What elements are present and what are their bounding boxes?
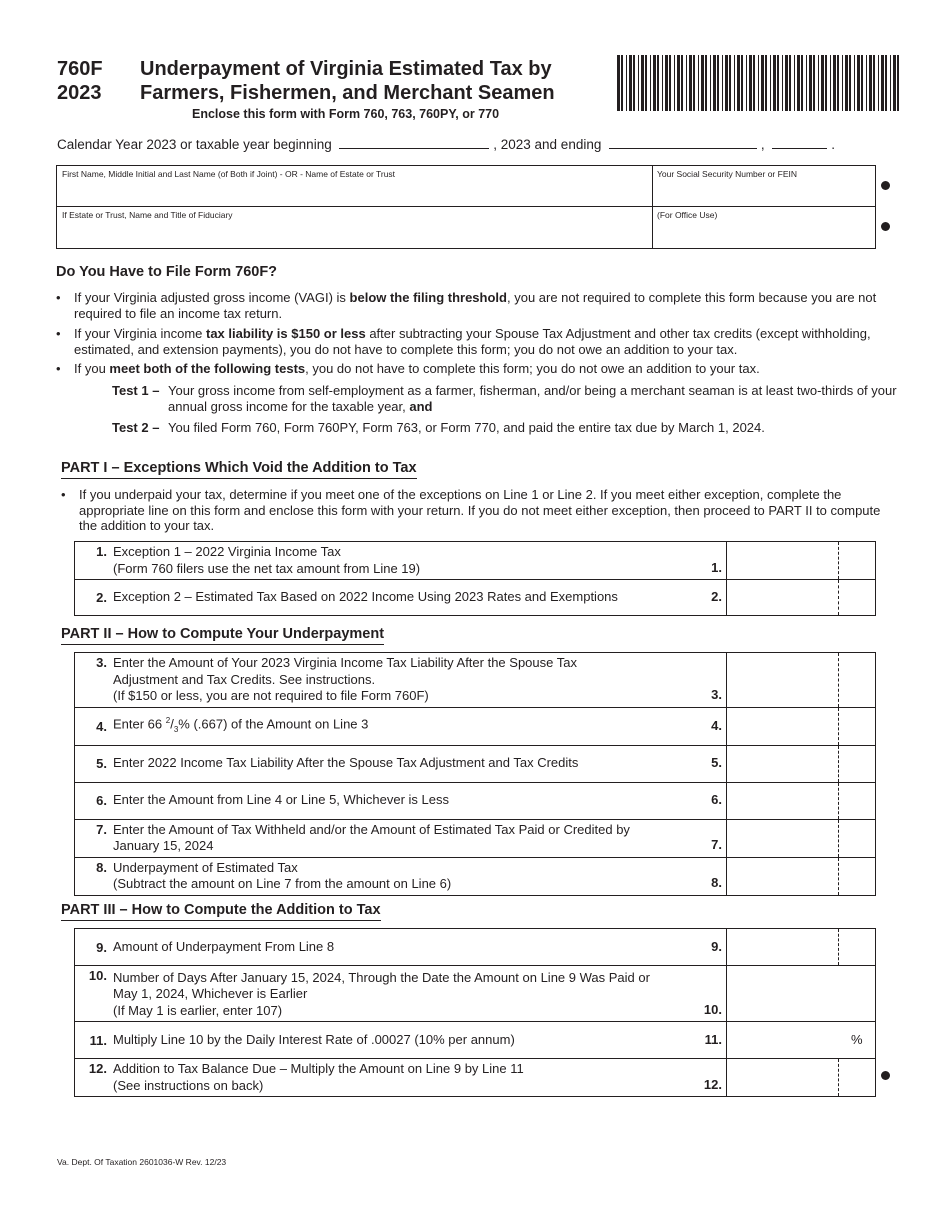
line-number: 1. [75, 542, 108, 580]
line-9-amount-input[interactable] [727, 929, 839, 966]
intro-bullet-3: If you meet both of the following tests, you do not have to complete this form; you do not owe an addition to your tax. [74, 361, 760, 376]
test2-text: You filed Form 760, Form 760PY, Form 763, or Form 770, and paid the entire tax due by March 1, 2024. [168, 420, 765, 435]
line-5-cents-input[interactable] [839, 745, 876, 782]
line-12-row [75, 1059, 876, 1097]
part2-table [74, 652, 876, 896]
line-6-description: Enter the Amount from Line 4 or Line 5, Whichever is Less [107, 782, 692, 819]
part3-heading: PART III – How to Compute the Addition to Tax [61, 902, 381, 921]
begin-date-input[interactable] [339, 136, 489, 149]
line-12-description: Addition to Tax Balance Due – Multiply the Amount on Line 9 by Line 11 (See instructions on back) [107, 1059, 692, 1097]
line-ref: 6. [692, 782, 727, 819]
line-10-row [75, 966, 876, 1022]
line-11-row [75, 1022, 876, 1059]
line-1-amount-input[interactable] [727, 542, 839, 580]
test2-label: Test 2 – [112, 420, 160, 435]
line-1-cents-input[interactable] [839, 542, 876, 580]
calendar-prefix: Calendar Year 2023 or taxable year beginning [57, 137, 332, 152]
test1-text: Your gross income from self-employment as a farmer, fisherman, and/or being a merchant seaman is at least two-thirds of your annual gross income for the taxable year, and [168, 383, 897, 414]
office-use-label: (For Office Use) [657, 210, 718, 220]
part3-table [74, 928, 876, 1097]
line-5-row [75, 745, 876, 782]
line-4-row [75, 707, 876, 745]
line-2-description: Exception 2 – Estimated Tax Based on 2022 Income Using 2023 Rates and Exemptions [107, 580, 692, 616]
line-number: 5. [75, 745, 108, 782]
line-ref: 9. [692, 929, 727, 966]
line-10-description: Number of Days After January 15, 2024, Through the Date the Amount on Line 9 Was Paid or May 1, 2024, Whichever is Earlier (If May 1 is earlier, enter 107) [107, 966, 692, 1022]
line-11-rate-input[interactable] [727, 1022, 839, 1059]
intro-heading: Do You Have to File Form 760F? [56, 264, 278, 280]
line-ref: 1. [692, 542, 727, 580]
intro-bullet-2: If your Virginia income tax liability is $150 or less after subtracting your Spouse Tax Adjustment and other tax credits (except withholding, estimated, and extension payments), you do not have to complete this form; you do not owe an addition to your tax. [74, 326, 871, 357]
line-4-cents-input[interactable] [839, 707, 876, 745]
ssn-label: Your Social Security Number or FEIN [657, 169, 797, 179]
line-6-cents-input[interactable] [839, 782, 876, 819]
line-5-description: Enter 2022 Income Tax Liability After the Spouse Tax Adjustment and Tax Credits [107, 745, 692, 782]
line-10-spacer [839, 966, 876, 1022]
line-number: 2. [75, 580, 108, 616]
fiduciary-input[interactable] [57, 221, 651, 247]
bullet-dot: • [56, 361, 61, 376]
line-8-description: Underpayment of Estimated Tax (Subtract the amount on Line 7 from the amount on Line 6) [107, 857, 692, 895]
calendar-comma: , [760, 137, 765, 152]
form-year: 2023 [57, 82, 102, 104]
line-ref: 12. [692, 1059, 727, 1097]
line-6-amount-input[interactable] [727, 782, 839, 819]
title-line-2: Farmers, Fishermen, and Merchant Seamen [140, 82, 555, 104]
bullet-marker [881, 1071, 890, 1080]
line-7-amount-input[interactable] [727, 819, 839, 857]
line-7-cents-input[interactable] [839, 819, 876, 857]
bullet-dot: • [56, 326, 61, 341]
line-ref: 11. [692, 1022, 727, 1059]
line-number: 11. [75, 1022, 108, 1059]
footer-revision: Va. Dept. Of Taxation 2601036-W Rev. 12/23 [57, 1157, 227, 1167]
line-9-row [75, 929, 876, 966]
line-2-cents-input[interactable] [839, 580, 876, 616]
line-number: 12. [75, 1059, 108, 1097]
line-12-amount-input[interactable] [727, 1059, 839, 1097]
line-2-amount-input[interactable] [727, 580, 839, 616]
calendar-middle: , 2023 and ending [493, 137, 602, 152]
form-title [140, 57, 555, 105]
line-3-cents-input[interactable] [839, 653, 876, 708]
line-ref: 2. [692, 580, 727, 616]
calendar-period: . [831, 137, 835, 152]
part1-table [74, 541, 876, 616]
line-8-row [75, 857, 876, 895]
line-12-cents-input[interactable] [839, 1059, 876, 1097]
line-7-description: Enter the Amount of Tax Withheld and/or the Amount of Estimated Tax Paid or Credited by January 15, 2024 [107, 819, 692, 857]
line-1-description: Exception 1 – 2022 Virginia Income Tax (Form 760 filers use the net tax amount from Line 19) [107, 542, 692, 580]
bullet-marker [881, 181, 890, 190]
line-4-amount-input[interactable] [727, 707, 839, 745]
name-input[interactable] [57, 180, 651, 206]
bullet-dot: • [61, 487, 66, 502]
taxpayer-info-box [56, 165, 876, 249]
line-ref: 3. [692, 653, 727, 708]
part2-heading: PART II – How to Compute Your Underpayment [61, 626, 384, 645]
end-date-input[interactable] [609, 136, 757, 149]
intro-bullet-1: If your Virginia adjusted gross income (VAGI) is below the filing threshold, you are not required to complete this form because you are not required to file an income tax return. [74, 290, 877, 321]
line-3-amount-input[interactable] [727, 653, 839, 708]
line-8-cents-input[interactable] [839, 857, 876, 895]
line-8-amount-input[interactable] [727, 857, 839, 895]
line-number: 6. [75, 782, 108, 819]
line-number: 3. [75, 653, 108, 708]
line-9-cents-input[interactable] [839, 929, 876, 966]
line-4-description: Enter 66 $^2/_3\%$ (.667) of the Amount on Line 3 [107, 707, 692, 745]
line-number: 9. [75, 929, 108, 966]
enclose-note: Enclose this form with Form 760, 763, 760PY, or 770 [192, 107, 500, 121]
line-11-description: Multiply Line 10 by the Daily Interest Rate of .00027 (10% per annum) [107, 1022, 692, 1059]
line-3-row [75, 653, 876, 708]
name-label: First Name, Middle Initial and Last Name (of Both if Joint) - OR - Name of Estate or Trust [62, 169, 396, 179]
line-number: 4. [75, 707, 108, 745]
line-number: 8. [75, 857, 108, 895]
form-number-block [57, 57, 103, 105]
line-number: 10. [75, 966, 108, 1022]
line-ref: 5. [692, 745, 727, 782]
barcode [617, 55, 900, 111]
bullet-marker [881, 222, 890, 231]
line-3-description: Enter the Amount of Your 2023 Virginia Income Tax Liability After the Spouse Tax Adjustment and Tax Credits. See instructions. (If $150 or less, you are not required to file Form 760F) [107, 653, 692, 708]
line-number: 7. [75, 819, 108, 857]
line-ref: 4. [692, 707, 727, 745]
ssn-input[interactable] [653, 180, 875, 206]
form-number: 760F [57, 58, 103, 80]
test1-label: Test 1 – [112, 383, 160, 398]
line-2-row [75, 580, 876, 616]
line-9-description: Amount of Underpayment From Line 8 [107, 929, 692, 966]
calendar-year-row [57, 136, 835, 152]
part1-heading: PART I – Exceptions Which Void the Addition to Tax [61, 460, 417, 479]
line-1-row [75, 542, 876, 580]
line-ref: 10. [692, 966, 727, 1022]
line-7-row [75, 819, 876, 857]
line-6-row [75, 782, 876, 819]
title-line-1: Underpayment of Virginia Estimated Tax by [140, 58, 552, 80]
bullet-dot: • [56, 290, 61, 305]
line-ref: 8. [692, 857, 727, 895]
percent-sign: % [839, 1022, 876, 1059]
line-10-days-input[interactable] [727, 966, 839, 1022]
part1-note: If you underpaid your tax, determine if you meet one of the exceptions on Line 1 or Line 2. If you meet either exception, complete the appropriate line on this form and enclose this form with your return. If you do not meet either exception, then proceed to PART II to compute the addition to your tax. [79, 487, 881, 533]
line-ref: 7. [692, 819, 727, 857]
fiduciary-label: If Estate or Trust, Name and Title of Fiduciary [62, 210, 233, 220]
end-year-input[interactable] [772, 136, 827, 149]
line-5-amount-input[interactable] [727, 745, 839, 782]
